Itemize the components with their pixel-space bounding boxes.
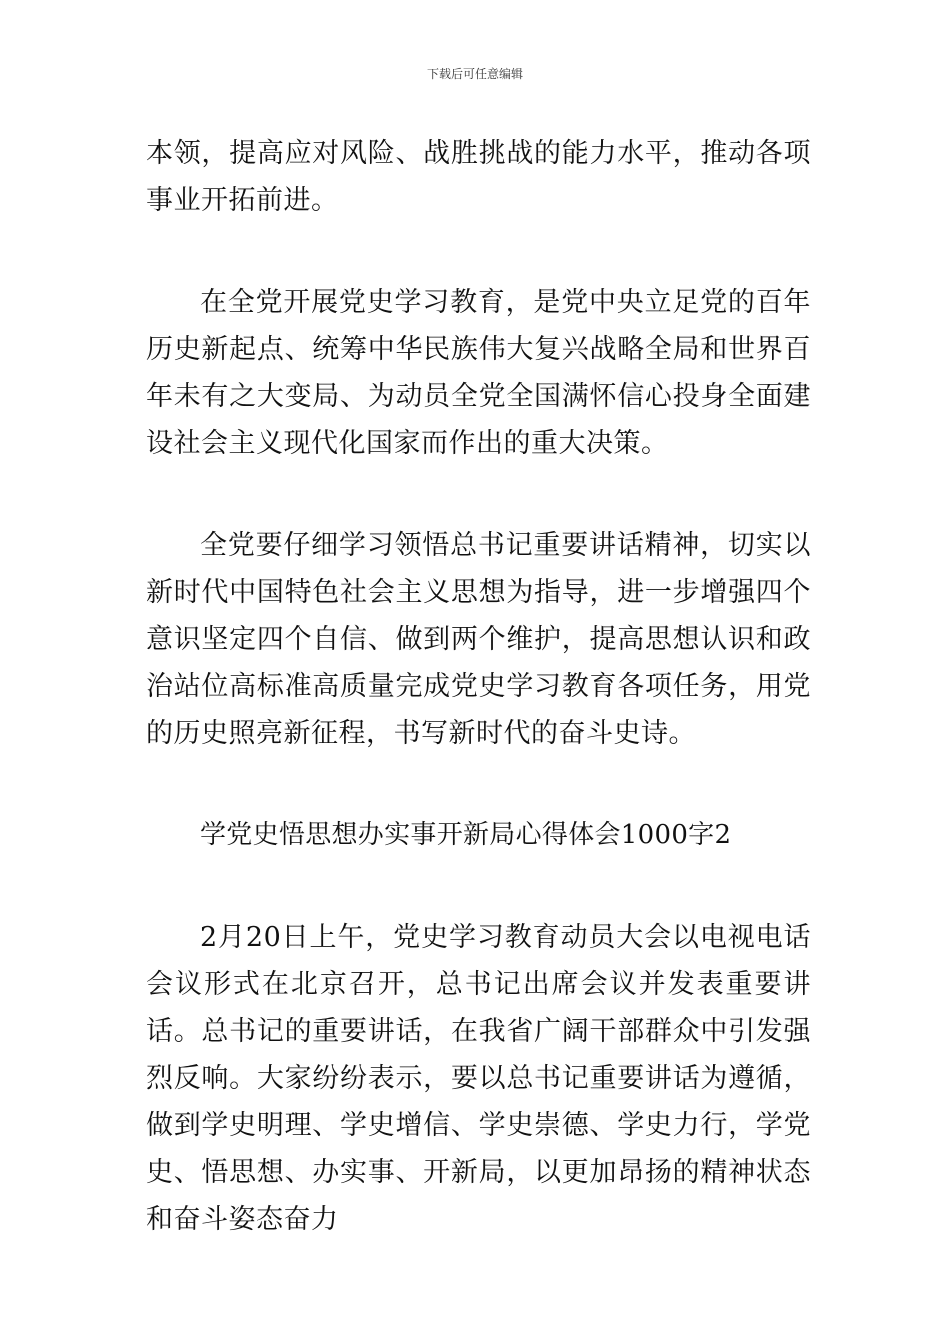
paragraph-gap — [146, 224, 811, 279]
document-body — [146, 130, 811, 1243]
paragraph: 在全党开展党史学习教育，是党中央立足党的百年历史新起点、统筹中华民族伟大复兴战略全局和世界百年未有之大变局、为动员全党全国满怀信心投身全面建设社会主义现代化国家而作出的重大决策。 — [146, 287, 811, 459]
paragraph-gap — [146, 859, 811, 914]
page-header: 下载后可任意编辑 — [426, 67, 523, 81]
section-heading: 学党史悟思想办实事开新局心得体会1000字2 — [200, 820, 732, 850]
paragraph-gap — [146, 467, 811, 522]
paragraph: 本领，提高应对风险、战胜挑战的能力水平，推动各项事业开拓前进。 — [146, 138, 811, 216]
paragraph: 全党要仔细学习领悟总书记重要讲话精神，切实以新时代中国特色社会主义思想为指导，进一步增强四个意识坚定四个自信、做到两个维护，提高思想认识和政治站位高标准高质量完成党史学习教育各项任务，用党的历史照亮新征程，书写新时代的奋斗史诗。 — [146, 530, 811, 749]
paragraph-gap — [146, 757, 811, 812]
paragraph: 2月20日上午，党史学习教育动员大会以电视电话会议形式在北京召开，总书记出席会议并发表重要讲话。总书记的重要讲话，在我省广阔干部群众中引发强烈反响。大家纷纷表示，要以总书记重要讲话为遵循，做到学史明理、学史增信、学史崇德、学史力行，学党史、悟思想、办实事、开新局，以更加昂扬的精神状态和奋斗姿态奋力 — [146, 922, 811, 1235]
